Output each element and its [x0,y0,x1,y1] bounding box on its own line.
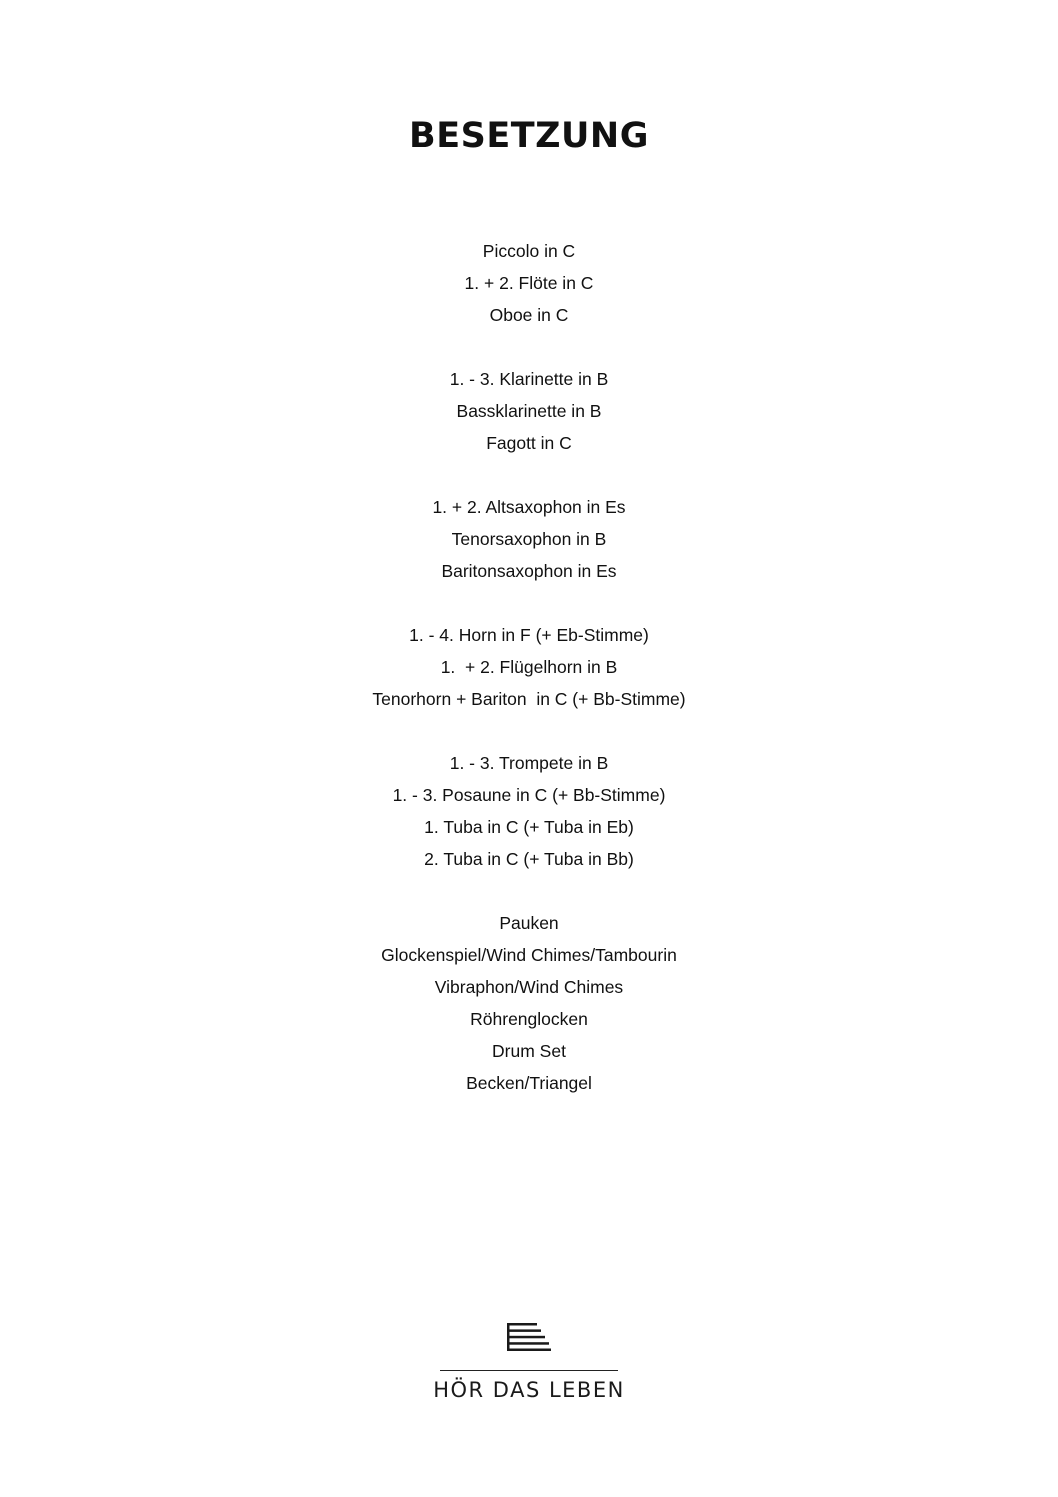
instrument-line: 1. - 3. Klarinette in B [449,369,609,389]
instrument-line: 1. - 3. Trompete in B [449,753,609,773]
instrument-group-brass [0,747,1058,875]
instrument-group-percussion [0,907,1058,1099]
instrument-line: 1. + 2. Flügelhorn in B [440,657,618,677]
logo-text: HÖR DAS LEBEN [433,1378,625,1402]
instrument-line: 1. Tuba in C (+ Tuba in Eb) [424,817,634,837]
instrument-line: Baritonsaxophon in Es [441,561,617,581]
instrument-line: Pauken [499,913,559,933]
instrument-group-horns [0,619,1058,715]
instrument-group-saxophones [0,491,1058,587]
instrument-line: 1. - 4. Horn in F (+ Eb-Stimme) [409,625,649,645]
instrument-line: Glockenspiel/Wind Chimes/Tambourin [381,945,677,965]
instrument-line: Tenorhorn + Bariton in C (+ Bb-Stimme) [372,689,686,709]
stacked-lines-logo-icon [506,1322,552,1352]
instrument-line: Piccolo in C [482,241,576,261]
instrument-line: Röhrenglocken [470,1009,588,1029]
instrument-list [0,235,1058,1131]
instrument-line: 2. Tuba in C (+ Tuba in Bb) [424,849,634,869]
instrument-line: Vibraphon/Wind Chimes [434,977,624,997]
instrument-line: Oboe in C [489,305,569,325]
publisher-logo [0,1322,1058,1403]
instrument-line: Fagott in C [486,433,572,453]
logo-divider [440,1370,618,1371]
instrument-line: Drum Set [492,1041,566,1061]
instrument-line: 1. - 3. Posaune in C (+ Bb-Stimme) [392,785,666,805]
instrument-line: Tenorsaxophon in B [451,529,607,549]
instrument-line: 1. + 2. Flöte in C [464,273,594,293]
instrument-group-woodwinds-low [0,363,1058,459]
instrument-line: 1. + 2. Altsaxophon in Es [432,497,626,517]
instrument-line: Becken/Triangel [466,1073,592,1093]
instrument-group-woodwinds-high [0,235,1058,331]
page-title: BESETZUNG [409,116,649,156]
instrument-line: Bassklarinette in B [456,401,602,421]
